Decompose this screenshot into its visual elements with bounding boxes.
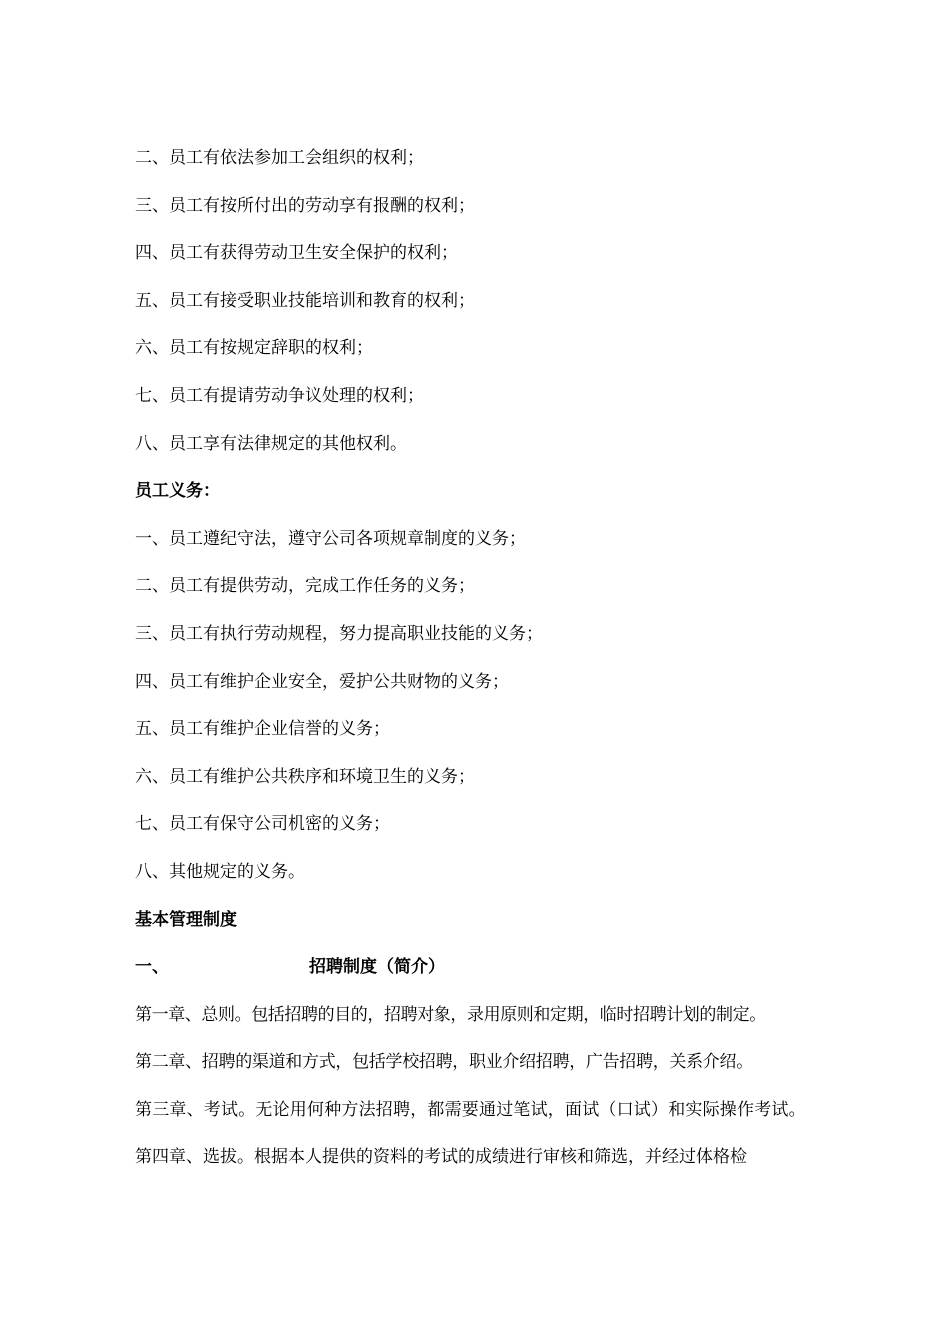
recruitment-heading <box>135 955 825 979</box>
rights-item-5: 五、员工有接受职业技能培训和教育的权利； <box>135 290 475 311</box>
chapter-4: 第四章、选拔。根据本人提供的资料的考试的成绩进行审核和筛选，并经过体格检 <box>135 1147 747 1168</box>
recruitment-heading-title: 招聘制度（简介） <box>309 957 445 978</box>
duties-item-1: 一、员工遵纪守法，遵守公司各项规章制度的义务； <box>135 528 526 549</box>
duties-item-3: 三、员工有执行劳动规程，努力提高职业技能的义务； <box>135 623 543 644</box>
duties-item-5: 五、员工有维护企业信誉的义务； <box>135 719 390 740</box>
duties-item-8: 八、其他规定的义务。 <box>135 861 305 882</box>
chapter-2: 第二章、招聘的渠道和方式，包括学校招聘，职业介绍招聘，广告招聘，关系介绍。 <box>135 1052 753 1073</box>
duties-heading: 员工义务： <box>135 481 220 502</box>
management-heading: 基本管理制度 <box>135 909 237 930</box>
chapter-3: 第三章、考试。无论用何种方法招聘，都需要通过笔试，面试（口试）和实际操作考试。 <box>135 1099 806 1120</box>
duties-item-4: 四、员工有维护企业安全，爱护公共财物的义务； <box>135 671 509 692</box>
duties-item-2: 二、员工有提供劳动，完成工作任务的义务； <box>135 576 475 597</box>
recruitment-heading-number: 一、 <box>135 957 169 978</box>
rights-item-8: 八、员工享有法律规定的其他权利。 <box>135 433 407 454</box>
duties-item-6: 六、员工有维护公共秩序和环境卫生的义务； <box>135 766 475 787</box>
chapter-1: 第一章、总则。包括招聘的目的，招聘对象，录用原则和定期，临时招聘计划的制定。 <box>135 1004 766 1025</box>
rights-item-3: 三、员工有按所付出的劳动享有报酬的权利； <box>135 195 475 216</box>
duties-item-7: 七、员工有保守公司机密的义务； <box>135 814 390 835</box>
rights-item-7: 七、员工有提请劳动争议处理的权利； <box>135 385 424 406</box>
rights-item-6: 六、员工有按规定辞职的权利； <box>135 338 373 359</box>
document-body <box>135 146 825 1193</box>
rights-item-2: 二、员工有依法参加工会组织的权利； <box>135 148 424 168</box>
rights-item-4: 四、员工有获得劳动卫生安全保护的权利； <box>135 243 458 264</box>
